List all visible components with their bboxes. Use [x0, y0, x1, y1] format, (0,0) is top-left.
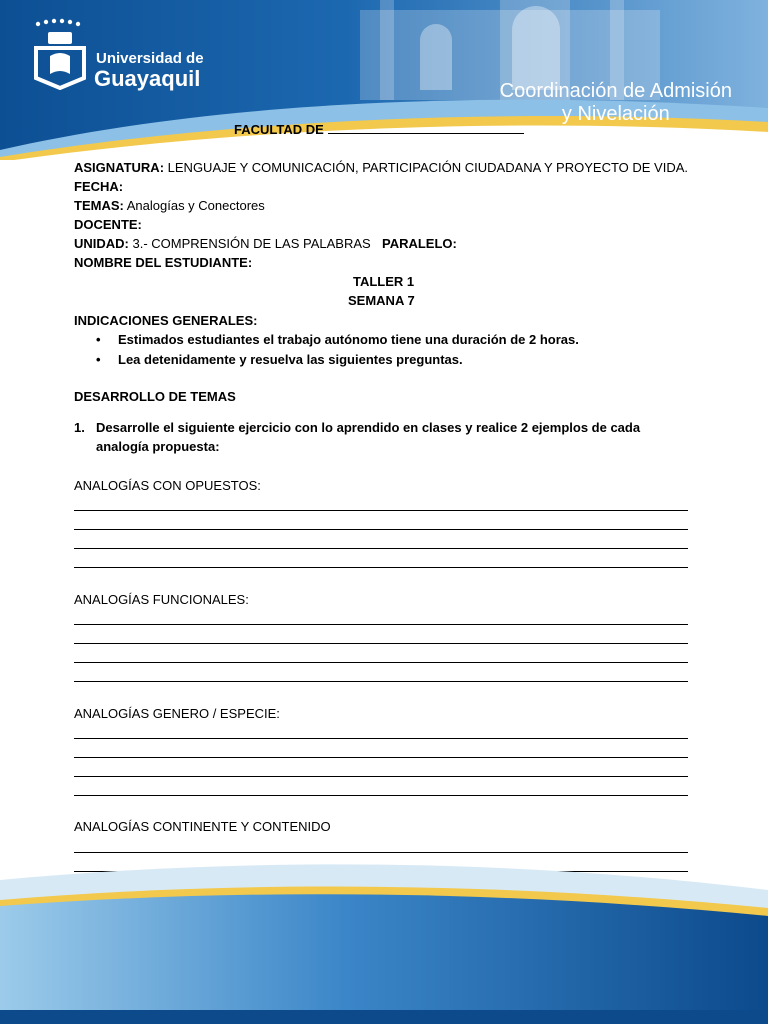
bullet-icon: • [96, 352, 101, 367]
answer-line[interactable] [74, 510, 688, 511]
answer-line[interactable] [74, 757, 688, 758]
indication-item: Estimados estudiantes el trabajo autónomo tiene una duración de 2 horas. [118, 332, 579, 347]
coordination-logo [500, 80, 732, 126]
paralelo-label: PARALELO: [382, 236, 457, 251]
analogy-section-title: ANALOGÍAS GENERO / ESPECIE: [74, 706, 280, 721]
field-docente [74, 215, 142, 234]
field-value: Analogías y Conectores [126, 198, 265, 213]
answer-line[interactable] [74, 643, 688, 644]
answer-line[interactable] [74, 681, 688, 682]
field-label: ASIGNATURA: [74, 160, 165, 175]
indication-item: Lea detenidamente y resuelva las siguientes preguntas. [118, 352, 463, 367]
footer-line2: y Nivelación [561, 103, 670, 125]
answer-line[interactable] [74, 662, 688, 663]
answer-line[interactable] [74, 852, 688, 853]
bullet-icon: • [96, 332, 101, 347]
answer-line[interactable] [74, 738, 688, 739]
field-label: FECHA: [74, 179, 124, 194]
answer-line[interactable] [74, 567, 688, 568]
analogy-section-title: ANALOGÍAS CONTINENTE Y CONTENIDO [74, 819, 331, 834]
section-title: DESARROLLO DE TEMAS [74, 389, 236, 404]
answer-line[interactable] [74, 776, 688, 777]
university-name-line1: Universidad de [96, 50, 204, 67]
field-label: TEMAS: [74, 198, 124, 213]
field-label: DOCENTE: [74, 217, 142, 232]
question-text-line2: analogía propuesta: [96, 439, 220, 454]
university-shield-icon [30, 18, 90, 90]
answer-line[interactable] [74, 548, 688, 549]
university-logo [30, 18, 230, 98]
field-asignatura [74, 158, 688, 177]
footer-line1: Coordinación de Admisión [499, 80, 732, 102]
field-value: 3.- COMPRENSIÓN DE LAS PALABRAS [132, 236, 371, 251]
semana-title: SEMANA 7 [348, 293, 415, 308]
field-fecha [74, 177, 123, 196]
faculty-label: FACULTAD DE [234, 122, 324, 137]
field-value: LENGUAJE Y COMUNICACIÓN, PARTICIPACIÓN CIUDADANA Y PROYECTO DE VIDA. [167, 160, 689, 175]
field-nombre [74, 253, 252, 272]
question-text-line1: Desarrolle el siguiente ejercicio con lo aprendido en clases y realice 2 ejemplos de cada [96, 420, 641, 435]
analogy-section-title: ANALOGÍAS FUNCIONALES: [74, 592, 249, 607]
field-label: NOMBRE DEL ESTUDIANTE: [74, 255, 253, 270]
faculty-line [234, 120, 524, 139]
university-name-line2: Guayaquil [94, 66, 201, 91]
field-unidad [74, 234, 371, 253]
answer-line[interactable] [74, 795, 688, 796]
question-number: 1. [74, 420, 85, 435]
answer-line[interactable] [74, 624, 688, 625]
field-label: UNIDAD: [74, 236, 129, 251]
footer-banner [0, 860, 768, 1024]
answer-line[interactable] [74, 529, 688, 530]
taller-title: TALLER 1 [353, 274, 415, 289]
analogy-section-title: ANALOGÍAS CON OPUESTOS: [74, 478, 261, 493]
faculty-blank[interactable] [328, 121, 524, 134]
indications-title: INDICACIONES GENERALES: [74, 313, 258, 328]
field-temas [74, 196, 265, 215]
